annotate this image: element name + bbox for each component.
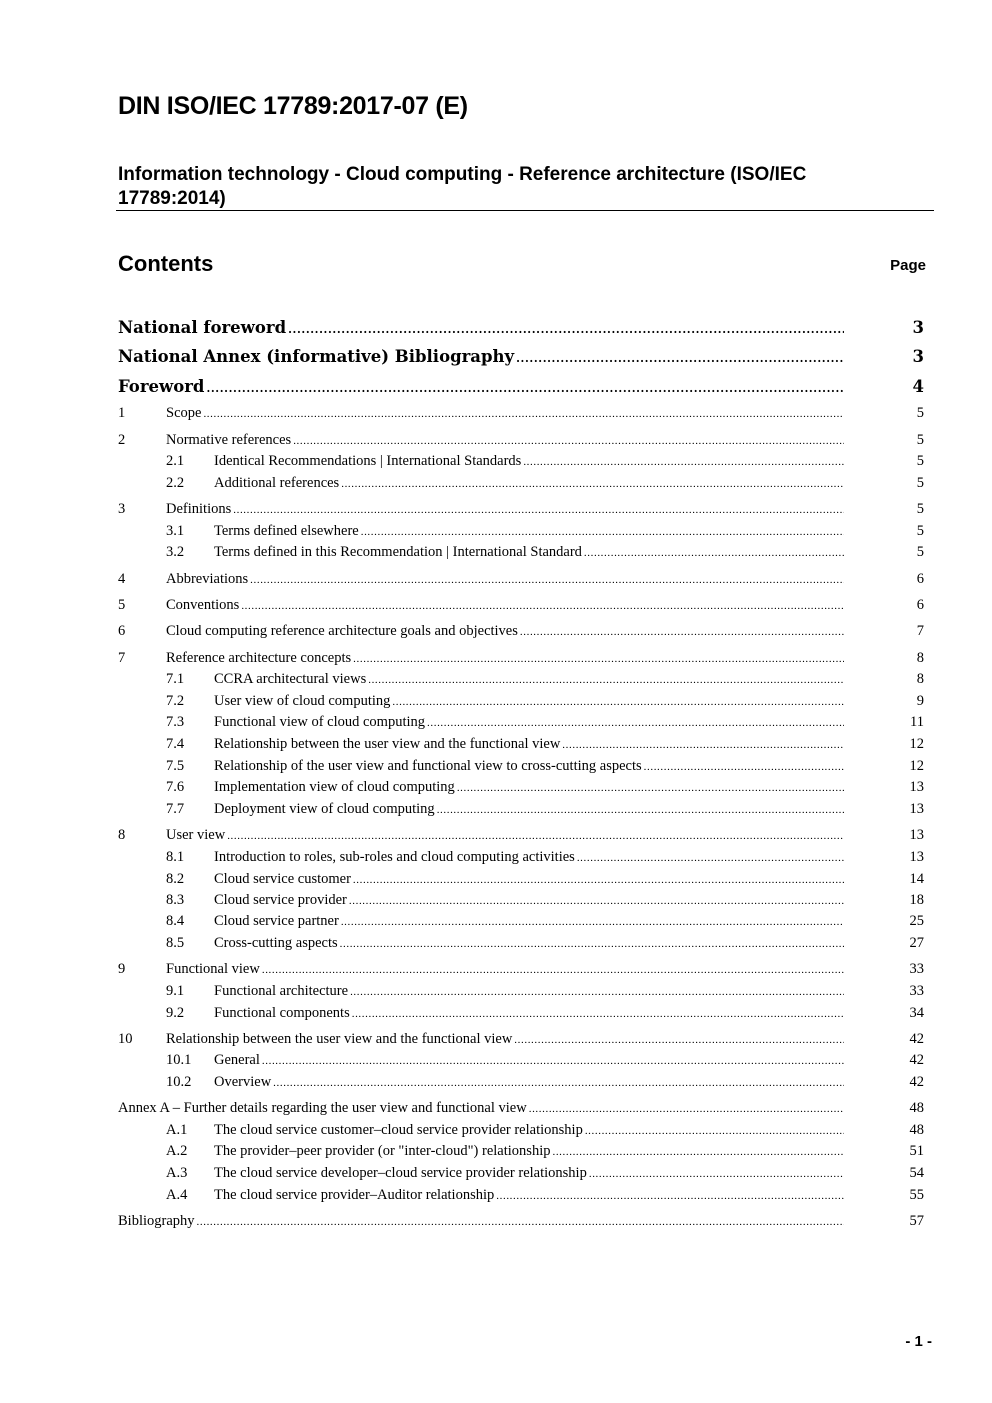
toc-entry-page: 5 <box>916 501 924 517</box>
toc-entry-number: 8.4 <box>166 913 185 929</box>
toc-leader-dots <box>427 713 844 732</box>
toc-leader-dots <box>197 1212 844 1231</box>
toc-entry-title: Identical Recommendations | International Standards <box>214 453 522 469</box>
toc-leader-dots <box>457 778 844 797</box>
toc-entry-title: Cloud service provider <box>214 892 347 908</box>
toc-entry[interactable] <box>118 570 924 589</box>
toc-entry-page: 48 <box>909 1100 924 1116</box>
toc-entry-page: 27 <box>909 935 924 951</box>
toc-entry-number: 7.1 <box>166 671 185 687</box>
toc-leader-dots <box>350 982 844 1001</box>
toc-entry-title: Annex A – Further details regarding the user view and functional view <box>118 1100 527 1116</box>
toc-entry-title: Relationship between the user view and the functional view <box>166 1031 513 1047</box>
toc-entry-title: Definitions <box>166 501 232 517</box>
toc-leader-dots <box>227 826 844 845</box>
toc-entry-page: 8 <box>916 671 924 687</box>
toc-entry-title: Cloud service partner <box>214 913 339 929</box>
toc-entry-number: A.3 <box>166 1165 188 1181</box>
toc-entry-number: A.4 <box>166 1187 188 1203</box>
toc-entry[interactable] <box>118 649 924 668</box>
toc-entry-page: 3 <box>912 318 924 337</box>
toc-leader-dots <box>368 670 844 689</box>
toc-entry-page: 13 <box>909 779 924 795</box>
toc-entry-title: Normative references <box>166 432 292 448</box>
toc-leader-dots <box>496 1186 844 1205</box>
toc-entry-title: Foreword <box>118 377 205 396</box>
document-title: Information technology - Cloud computing - Reference architecture (ISO/IEC 17789:2014) <box>118 164 807 209</box>
toc-entry[interactable] <box>118 319 924 339</box>
toc-entry[interactable] <box>118 1030 924 1049</box>
toc-leader-dots <box>341 474 844 493</box>
toc-entry-number: 7.6 <box>166 779 185 795</box>
toc-entry-title: Functional view <box>166 961 260 977</box>
toc-leader-dots <box>577 848 844 867</box>
toc-entry-number: 8 <box>118 827 126 843</box>
toc-entry[interactable] <box>166 692 924 711</box>
toc-entry-page: 42 <box>909 1031 924 1047</box>
toc-entry[interactable] <box>118 1212 924 1231</box>
toc-entry-title: Conventions <box>166 597 240 613</box>
toc-entry-number: 7.5 <box>166 758 185 774</box>
toc-entry-title: Scope <box>166 405 202 421</box>
toc-entry-number: 7.4 <box>166 736 185 752</box>
page-column-label: Page <box>890 257 926 274</box>
toc-entry[interactable] <box>166 1004 924 1023</box>
toc-entry[interactable] <box>166 757 924 776</box>
contents-heading: Contents <box>118 251 214 276</box>
toc-entry[interactable] <box>118 404 924 423</box>
toc-entry-page: 14 <box>909 871 924 887</box>
toc-entry-page: 48 <box>909 1122 924 1138</box>
toc-leader-dots <box>529 1099 844 1118</box>
toc-leader-dots <box>584 543 844 562</box>
toc-entry[interactable] <box>118 622 924 641</box>
toc-entry[interactable] <box>166 543 924 562</box>
toc-leader-dots <box>340 934 844 953</box>
toc-entry[interactable] <box>166 1073 924 1092</box>
toc-entry-number: 9.1 <box>166 983 185 999</box>
toc-leader-dots <box>585 1121 844 1140</box>
toc-leader-dots <box>250 570 844 589</box>
toc-leader-dots <box>516 348 844 368</box>
toc-entry-title: Functional components <box>214 1005 350 1021</box>
toc-entry-page: 25 <box>909 913 924 929</box>
toc-entry-number: 6 <box>118 623 126 639</box>
toc-entry-page: 8 <box>916 650 924 666</box>
toc-entry-page: 4 <box>912 377 924 396</box>
toc-leader-dots <box>361 522 844 541</box>
toc-entry-number: 2 <box>118 432 126 448</box>
toc-entry[interactable] <box>166 912 924 931</box>
toc-entry[interactable] <box>166 870 924 889</box>
toc-entry-title: Additional references <box>214 475 340 491</box>
toc-entry-title: The cloud service provider–Auditor relationship <box>214 1187 495 1203</box>
toc-entry-number: 9 <box>118 961 126 977</box>
toc-entry-number: 5 <box>118 597 126 613</box>
toc-leader-dots <box>523 452 844 471</box>
toc-entry-page: 54 <box>909 1165 924 1181</box>
toc-entry-page: 5 <box>916 544 924 560</box>
toc-entry[interactable] <box>166 848 924 867</box>
toc-entry-title: Overview <box>214 1074 272 1090</box>
toc-leader-dots <box>206 378 844 398</box>
toc-entry-page: 13 <box>909 849 924 865</box>
toc-entry-title: Terms defined in this Recommendation | International Standard <box>214 544 582 560</box>
toc-entry[interactable] <box>166 778 924 797</box>
toc-entry-title: Terms defined elsewhere <box>214 523 359 539</box>
toc-entry[interactable] <box>118 1099 924 1118</box>
toc-entry-number: A.2 <box>166 1143 188 1159</box>
toc-entry-number: 7 <box>118 650 126 666</box>
toc-leader-dots <box>349 891 844 910</box>
toc-entry-page: 6 <box>916 571 924 587</box>
toc-entry[interactable] <box>118 500 924 519</box>
toc-entry-title: Implementation view of cloud computing <box>214 779 455 795</box>
toc-entry-number: 7.2 <box>166 693 185 709</box>
toc-entry-title: National Annex (informative) Bibliography <box>118 347 515 366</box>
page-number: - 1 - <box>905 1333 932 1350</box>
toc-entry-number: 10.1 <box>166 1052 192 1068</box>
toc-entry[interactable] <box>166 800 924 819</box>
toc-entry-page: 5 <box>916 405 924 421</box>
toc-entry-title: General <box>214 1052 260 1068</box>
toc-entry-page: 42 <box>909 1074 924 1090</box>
toc-leader-dots <box>353 649 844 668</box>
toc-entry-title: Cloud computing reference architecture goals and objectives <box>166 623 518 639</box>
toc-entry-number: 9.2 <box>166 1005 185 1021</box>
toc-leader-dots <box>552 1142 844 1161</box>
toc-entry-number: 10 <box>118 1031 133 1047</box>
toc-entry-page: 33 <box>909 961 924 977</box>
toc-entry-page: 57 <box>909 1213 924 1229</box>
toc-entry-page: 11 <box>910 714 924 730</box>
toc-entry-title: Introduction to roles, sub-roles and cloud computing activities <box>214 849 575 865</box>
toc-leader-dots <box>437 800 844 819</box>
toc-entry[interactable] <box>166 670 924 689</box>
toc-entry[interactable] <box>166 1142 924 1161</box>
toc-entry-number: 3.1 <box>166 523 185 539</box>
toc-entry-page: 12 <box>909 758 924 774</box>
toc-entry-number: 10.2 <box>166 1074 192 1090</box>
toc-entry-page: 13 <box>909 801 924 817</box>
toc-entry-page: 9 <box>916 693 924 709</box>
toc-entry-page: 42 <box>909 1052 924 1068</box>
toc-entry[interactable] <box>166 452 924 471</box>
toc-entry-title: Cross-cutting aspects <box>214 935 338 951</box>
toc-entry-page: 6 <box>916 597 924 613</box>
toc-entry[interactable] <box>118 596 924 615</box>
toc-entry-title: Functional architecture <box>214 983 349 999</box>
toc-leader-dots <box>262 1051 844 1070</box>
toc-entry[interactable] <box>118 431 924 450</box>
toc-entry-number: 8.5 <box>166 935 185 951</box>
toc-entry[interactable] <box>118 378 924 398</box>
toc-entry-page: 33 <box>909 983 924 999</box>
toc-leader-dots <box>514 1030 844 1049</box>
toc-entry-title: Deployment view of cloud computing <box>214 801 435 817</box>
toc-entry-page: 55 <box>909 1187 924 1203</box>
toc-entry[interactable] <box>166 1121 924 1140</box>
toc-entry-number: 4 <box>118 571 126 587</box>
toc-leader-dots <box>644 757 844 776</box>
toc-entry-page: 5 <box>916 475 924 491</box>
toc-leader-dots <box>203 404 844 423</box>
title-rule <box>116 210 934 211</box>
toc-entry-number: 7.7 <box>166 801 185 817</box>
toc-leader-dots <box>293 431 844 450</box>
toc-entry-page: 5 <box>916 432 924 448</box>
toc-entry-page: 13 <box>909 827 924 843</box>
toc-leader-dots <box>520 622 844 641</box>
toc-entry[interactable] <box>166 982 924 1001</box>
toc-entry[interactable] <box>118 826 924 845</box>
toc-entry-title: Bibliography <box>118 1213 195 1229</box>
toc-leader-dots <box>352 1004 844 1023</box>
toc-entry-page: 51 <box>909 1143 924 1159</box>
toc-entry-number: 2.2 <box>166 475 185 491</box>
toc-leader-dots <box>262 960 844 979</box>
toc-leader-dots <box>241 596 844 615</box>
toc-entry[interactable] <box>166 1186 924 1205</box>
toc-entry[interactable] <box>166 1051 924 1070</box>
toc-entry[interactable] <box>166 522 924 541</box>
toc-entry-title: The cloud service developer–cloud service provider relationship <box>214 1165 587 1181</box>
toc-leader-dots <box>341 912 844 931</box>
toc-entry-title: National foreword <box>118 318 287 337</box>
toc-entry[interactable] <box>166 1164 924 1183</box>
toc-entry-page: 3 <box>912 347 924 366</box>
toc-entry-page: 5 <box>916 453 924 469</box>
document-code: DIN ISO/IEC 17789:2017-07 (E) <box>118 92 468 120</box>
toc-entry-title: Cloud service customer <box>214 871 351 887</box>
toc-entry-title: Relationship of the user view and functional view to cross-cutting aspects <box>214 758 642 774</box>
toc-leader-dots <box>589 1164 844 1183</box>
toc-entry-title: User view <box>166 827 226 843</box>
toc-leader-dots <box>353 870 844 889</box>
toc-entry-page: 12 <box>909 736 924 752</box>
toc-entry[interactable] <box>118 348 924 368</box>
toc-entry[interactable] <box>166 713 924 732</box>
toc-leader-dots <box>273 1073 844 1092</box>
toc-entry[interactable] <box>166 891 924 910</box>
toc-entry-title: CCRA architectural views <box>214 671 367 687</box>
toc-entry[interactable] <box>166 474 924 493</box>
toc-entry-number: 3.2 <box>166 544 185 560</box>
toc-entry-page: 34 <box>909 1005 924 1021</box>
toc-leader-dots <box>392 692 844 711</box>
toc-entry[interactable] <box>118 960 924 979</box>
toc-entry-number: 3 <box>118 501 126 517</box>
toc-entry-title: The cloud service customer–cloud service provider relationship <box>214 1122 583 1138</box>
toc-entry-page: 5 <box>916 523 924 539</box>
toc-entry[interactable] <box>166 934 924 953</box>
toc-entry-number: 7.3 <box>166 714 185 730</box>
toc-entry-title: Reference architecture concepts <box>166 650 352 666</box>
toc-leader-dots <box>562 735 844 754</box>
toc-entry-page: 18 <box>909 892 924 908</box>
toc-leader-dots <box>233 500 844 519</box>
toc-entry-page: 7 <box>916 623 924 639</box>
toc-entry-number: 1 <box>118 405 126 421</box>
toc-leader-dots <box>288 319 844 339</box>
toc-entry[interactable] <box>166 735 924 754</box>
toc-entry-number: A.1 <box>166 1122 188 1138</box>
toc-entry-number: 2.1 <box>166 453 185 469</box>
toc-entry-title: Functional view of cloud computing <box>214 714 426 730</box>
toc-entry-number: 8.3 <box>166 892 185 908</box>
toc-entry-title: Abbreviations <box>166 571 249 587</box>
toc-entry-number: 8.2 <box>166 871 185 887</box>
toc-entry-title: The provider–peer provider (or "inter-cloud") relationship <box>214 1143 551 1159</box>
toc-entry-number: 8.1 <box>166 849 185 865</box>
toc-entry-title: User view of cloud computing <box>214 693 391 709</box>
toc-entry-title: Relationship between the user view and the functional view <box>214 736 561 752</box>
